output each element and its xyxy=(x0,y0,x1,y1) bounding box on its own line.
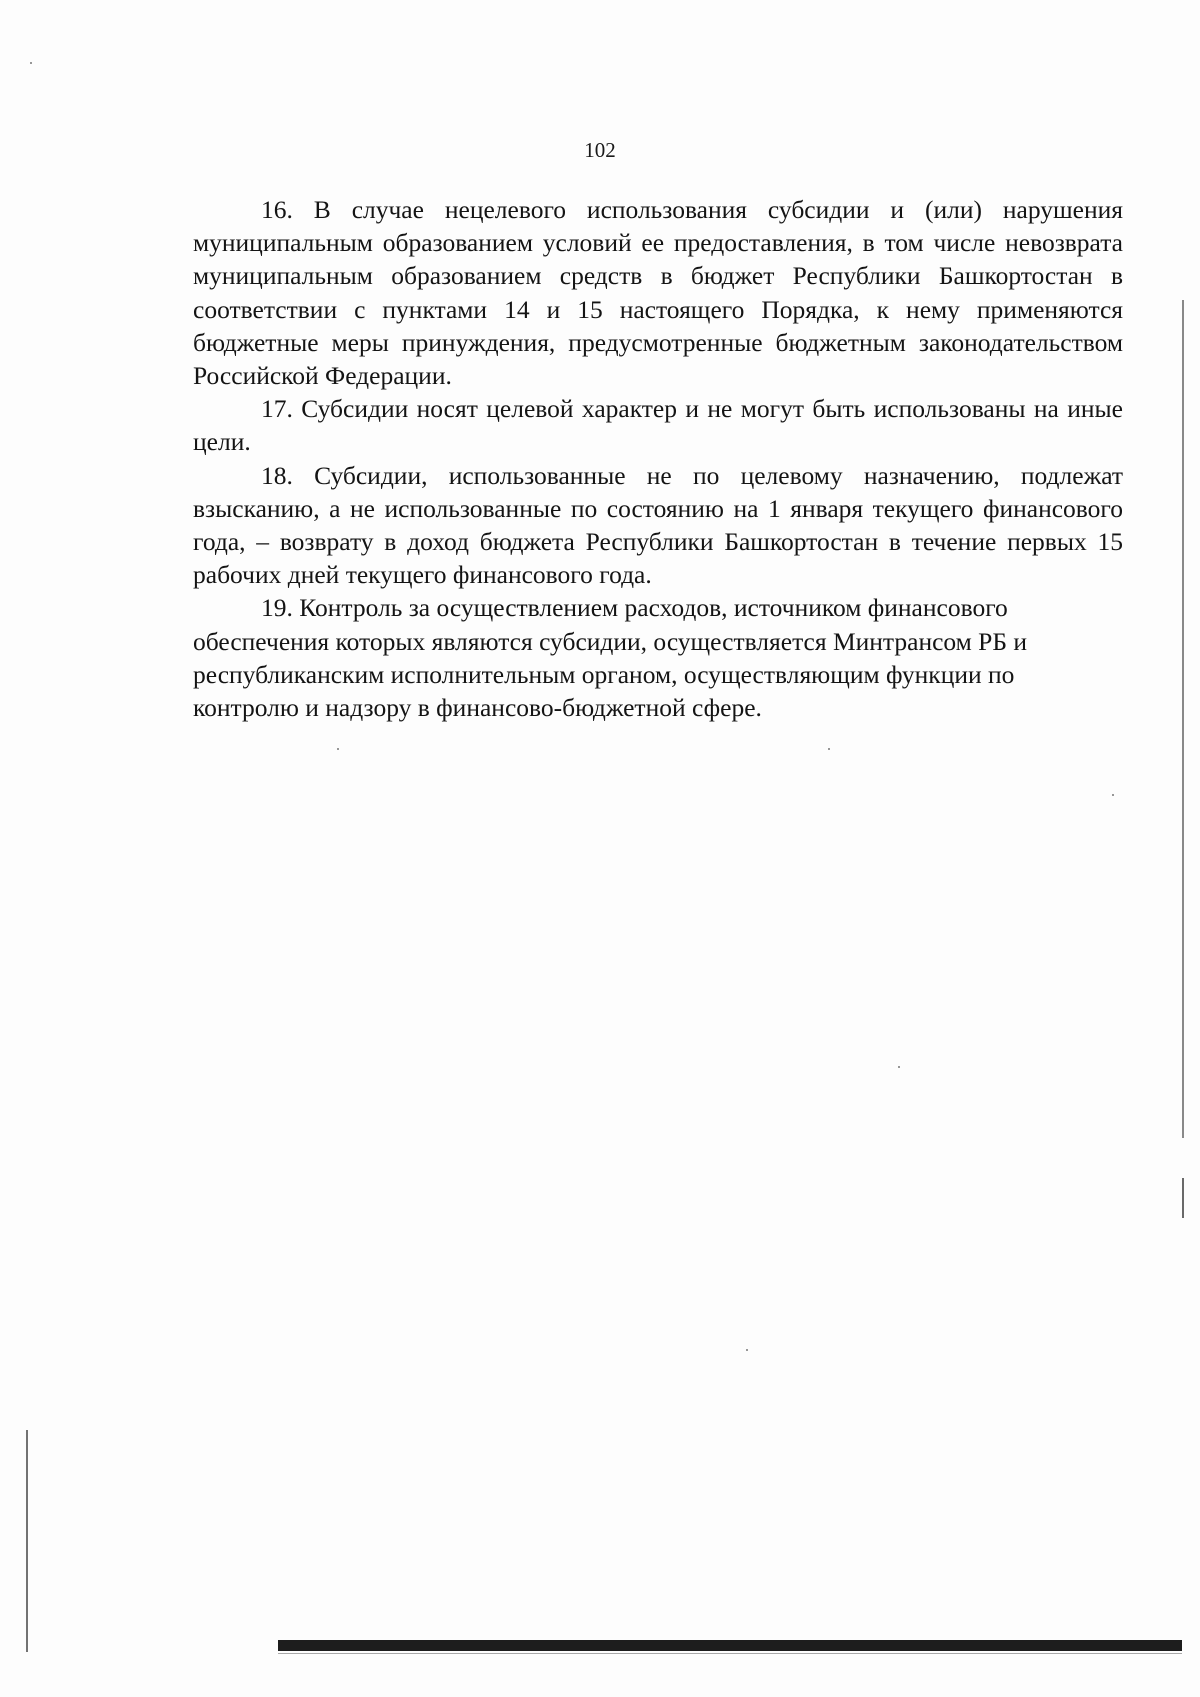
scan-speck xyxy=(1112,794,1114,796)
scan-speck xyxy=(828,748,830,750)
scan-bottom-bar xyxy=(278,1640,1182,1651)
scan-edge-line-left xyxy=(26,1430,28,1652)
paragraph-19: 19. Контроль за осуществлением расходов, источником финансового обеспечения которых являются субсидии, осуществляется Минтрансом РБ и республиканским исполнительным органом, осуществляющим функции по контролю и надзору в финансово-бюджетной сфере. xyxy=(193,593,1028,723)
scan-speck xyxy=(746,1349,748,1351)
scan-edge-mark-right xyxy=(1182,1178,1184,1218)
paragraph-18: 18. Субсидии, использованные не по целевому назначению, подлежат взысканию, а не использованные по состоянию на 1 января текущего финансового года, – возврату в доход бюджета Республики Башкортостан в течение первых 15 рабочих дней текущего финансового года. xyxy=(193,460,1123,590)
scan-edge-line-right xyxy=(1182,300,1184,1138)
scan-speck xyxy=(30,62,32,64)
paragraph-17: 17. Субсидии носят целевой характер и не могут быть использованы на иные цели. xyxy=(193,394,1123,457)
scan-speck xyxy=(898,1066,900,1068)
scan-speck xyxy=(337,748,339,750)
document-body xyxy=(193,193,1123,724)
paragraph-16: 16. В случае нецелевого использования субсидии и (или) нарушения муниципальным образованием условий ее предоставления, в том числе невозврата муниципальным образованием средств в бюджет Республики Башкортостан в соответствии с пунктами 14 и 15 настоящего Порядка, к нему применяются бюджетные меры принуждения, предусмотренные бюджетным законодательством Российской Федерации. xyxy=(193,195,1123,391)
scan-bottom-bar-shadow xyxy=(278,1653,1182,1654)
page-number: 102 xyxy=(584,138,616,162)
